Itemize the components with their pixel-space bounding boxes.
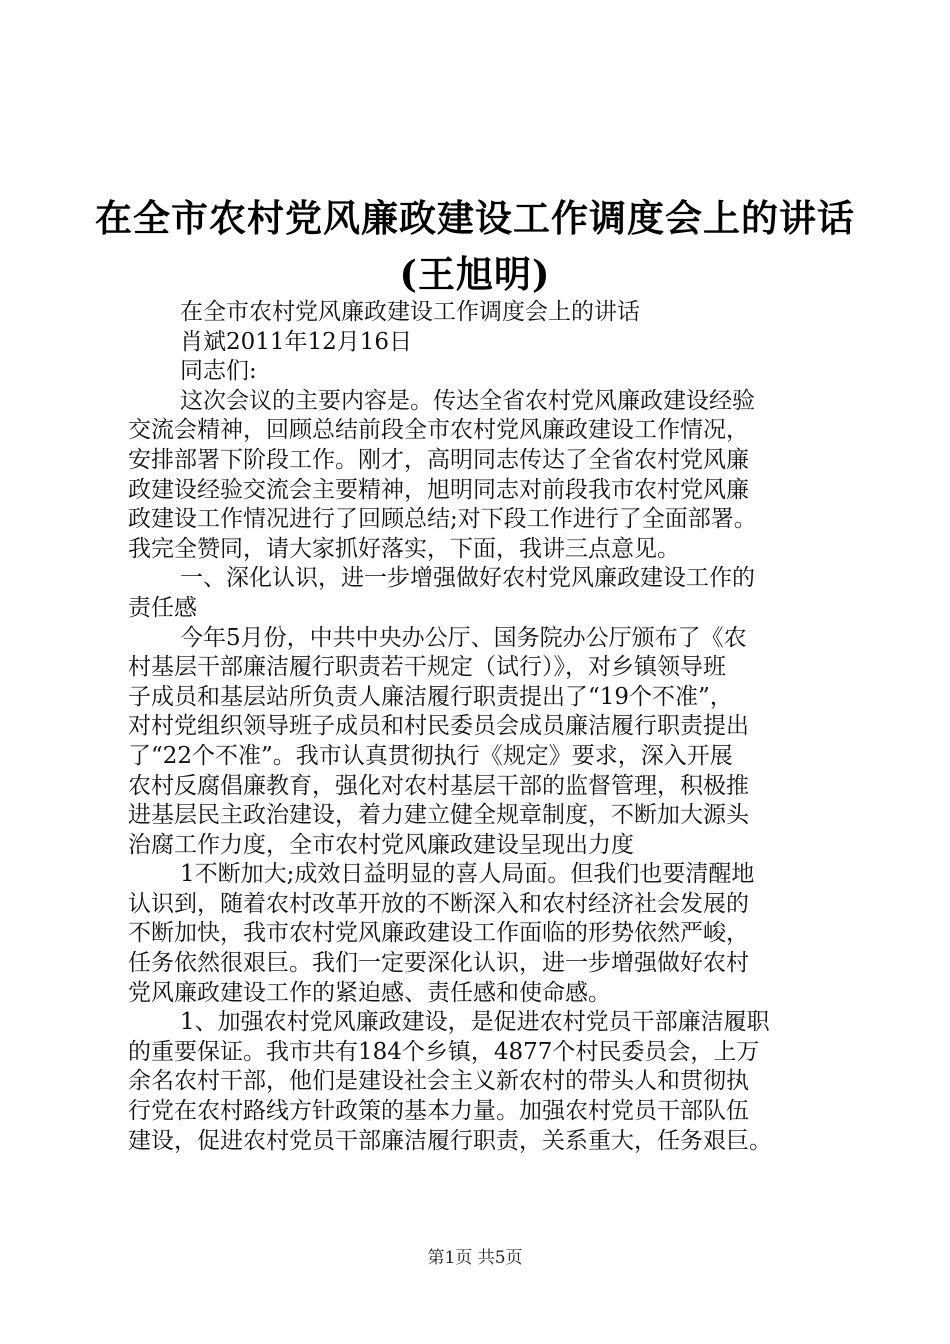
text-line: 农村反腐倡廉教育，强化对农村基层干部的监督管理，积极推 (128, 772, 749, 799)
text-line: 治腐工作力度，全市农村党风廉政建设呈现出力度 (128, 831, 634, 858)
document-title: 在全市农村党风廉政建设工作调度会上的讲话 (95, 196, 855, 240)
text-line: 责任感 (128, 594, 197, 621)
text-line: 一、深化认识，进一步增强做好农村党风廉政建设工作的 (180, 565, 755, 592)
text-line: 在全市农村党风廉政建设工作调度会上的讲话 (180, 299, 640, 325)
text-line: 安排部署下阶段工作。刚才，高明同志传达了全省农村党风廉 (128, 446, 749, 473)
text-line: 交流会精神，回顾总结前段全市农村党风廉政建设工作情况， (128, 417, 749, 444)
text-line: 党风廉政建设工作的紧迫感、责任感和使命感。 (128, 979, 611, 1006)
text-line: 行党在农村路线方针政策的基本力量。加强农村党员干部队伍 (128, 1098, 749, 1125)
text-line: 认识到，随着农村改革开放的不断深入和农村经济社会发展的 (128, 890, 749, 917)
text-line: 同志们: (180, 358, 257, 385)
document-body (128, 298, 840, 1156)
text-line: 任务依然很艰巨。我们一定要深化认识，进一步增强做好农村 (128, 950, 749, 977)
text-line: 村基层干部廉洁履行职责若干规定（试行）》，对乡镇领导班 (128, 654, 726, 681)
text-line: 建设，促进农村党员干部廉洁履行职责，关系重大，任务艰巨。 (128, 1127, 772, 1154)
text-line: 进基层民主政治建设，着力建立健全规章制度，不断加大源头 (128, 802, 749, 829)
text-line: 这次会议的主要内容是。传达全省农村党风廉政建设经验 (180, 387, 755, 414)
document-title-author: (王旭明) (399, 252, 551, 296)
text-line: 余名农村干部，他们是建设社会主义新农村的带头人和贯彻执 (128, 1068, 749, 1095)
text-line: 肖斌2011年12月16日 (180, 328, 413, 355)
text-line: 对村党组织领导班子成员和村民委员会成员廉洁履行职责提出 (128, 713, 749, 740)
page-footer: 第1页 共5页 (427, 1248, 523, 1268)
text-line: 的重要保证。我市共有184个乡镇，4877个村民委员会，上万 (128, 1038, 760, 1065)
text-line: 子成员和基层站所负责人廉洁履行职责提出了“19个不准”， (128, 683, 733, 710)
text-line: 1、加强农村党风廉政建设，是促进农村党员干部廉洁履职 (180, 1009, 770, 1036)
text-line: 我完全赞同，请大家抓好落实，下面，我讲三点意见。 (128, 535, 680, 562)
text-line: 1不断加大;成效日益明显的喜人局面。但我们也要清醒地 (180, 861, 755, 888)
text-line: 今年5月份，中共中央办公厅、国务院办公厅颁布了《农 (180, 624, 747, 651)
text-line: 不断加快，我市农村党风廉政建设工作面临的形势依然严峻， (128, 920, 749, 947)
text-line: 政建设经验交流会主要精神，旭明同志对前段我市农村党风廉 (128, 476, 749, 503)
text-line: 了“22个不准”。我市认真贯彻执行《规定》要求，深入开展 (128, 742, 733, 769)
text-line: 政建设工作情况进行了回顾总结;对下段工作进行了全面部署。 (128, 506, 757, 533)
